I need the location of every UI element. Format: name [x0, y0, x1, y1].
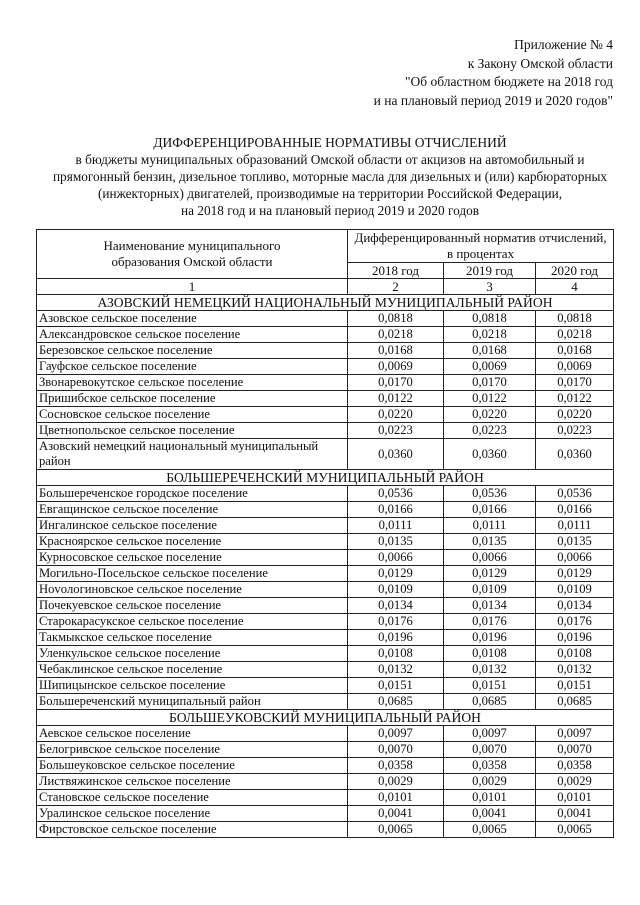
normative-value-2019: 0,0166: [444, 502, 536, 518]
normative-value-2019: 0,0196: [444, 630, 536, 646]
normative-value-2019: 0,0070: [444, 742, 536, 758]
column-number: 1: [37, 279, 348, 295]
appendix-reference: [374, 36, 613, 110]
normative-value-2018: 0,0111: [348, 518, 444, 534]
column-number: 3: [444, 279, 536, 295]
municipality-name: Ингалинское сельское поселение: [37, 518, 348, 534]
normative-value-2020: 0,0170: [536, 375, 614, 391]
normative-value-2020: 0,0101: [536, 790, 614, 806]
normative-value-2019: 0,0223: [444, 423, 536, 439]
header-year-2018: 2018 год: [348, 263, 444, 279]
municipality-name: Старокарасукское сельское поселение: [37, 614, 348, 630]
municipality-name: Большереченский муниципальный район: [37, 694, 348, 710]
normative-value-2019: 0,0170: [444, 375, 536, 391]
document-subtitle-line: на 2018 год и на плановый период 2019 и 2020 годов: [180, 203, 480, 218]
table-row: [37, 774, 614, 790]
normative-value-2018: 0,0358: [348, 758, 444, 774]
normative-value-2020: 0,0196: [536, 630, 614, 646]
table-row: [37, 678, 614, 694]
municipality-name: Гауфское сельское поселение: [37, 359, 348, 375]
normative-value-2020: 0,0166: [536, 502, 614, 518]
municipality-name: Азовский немецкий национальный муниципальный район: [37, 439, 348, 470]
table-row: [37, 598, 614, 614]
normative-value-2020: 0,0218: [536, 327, 614, 343]
normative-value-2019: 0,0360: [444, 439, 536, 470]
normative-value-2018: 0,0685: [348, 694, 444, 710]
normative-value-2020: 0,0176: [536, 614, 614, 630]
section-header-row: [37, 295, 614, 311]
municipality-name: Пришибское сельское поселение: [37, 391, 348, 407]
municipality-name: Аевское сельское поселение: [37, 726, 348, 742]
table-row: [37, 550, 614, 566]
normative-value-2019: 0,0065: [444, 822, 536, 838]
appendix-line: к Закону Омской области: [467, 55, 613, 71]
normative-value-2020: 0,0029: [536, 774, 614, 790]
normative-value-2018: 0,0151: [348, 678, 444, 694]
normative-value-2018: 0,0069: [348, 359, 444, 375]
municipality-name: Нovoлогиновское сельское поселение: [37, 582, 348, 598]
normative-value-2018: 0,0536: [348, 486, 444, 502]
normative-value-2020: 0,0066: [536, 550, 614, 566]
normative-value-2018: 0,0129: [348, 566, 444, 582]
column-number: 2: [348, 279, 444, 295]
municipality-name: Большеуковское сельское поселение: [37, 758, 348, 774]
municipality-name: Чебаклинское сельское поселение: [37, 662, 348, 678]
normative-value-2020: 0,0097: [536, 726, 614, 742]
table-row: [37, 439, 614, 470]
normative-value-2018: 0,0176: [348, 614, 444, 630]
normative-value-2020: 0,0151: [536, 678, 614, 694]
normative-value-2020: 0,0818: [536, 311, 614, 327]
normative-value-2018: 0,0135: [348, 534, 444, 550]
municipality-name: Красноярское сельское поселение: [37, 534, 348, 550]
normative-value-2019: 0,0134: [444, 598, 536, 614]
normative-value-2018: 0,0818: [348, 311, 444, 327]
municipality-name: Шипицынское сельское поселение: [37, 678, 348, 694]
municipality-name: Уленкульское сельское поселение: [37, 646, 348, 662]
section-title: БОЛЬШЕРЕЧЕНСКИЙ МУНИЦИПАЛЬНЫЙ РАЙОН: [37, 470, 614, 486]
table-row: [37, 391, 614, 407]
appendix-line: Приложение № 4: [514, 37, 613, 52]
normative-value-2020: 0,0129: [536, 566, 614, 582]
municipality-name: Сосновское сельское поселение: [37, 407, 348, 423]
municipality-name: Березовское сельское поселение: [37, 343, 348, 359]
table-row: [37, 614, 614, 630]
normative-value-2018: 0,0070: [348, 742, 444, 758]
table-row: [37, 582, 614, 598]
normative-value-2018: 0,0097: [348, 726, 444, 742]
normative-value-2019: 0,0132: [444, 662, 536, 678]
table-row: [37, 790, 614, 806]
normative-value-2019: 0,0135: [444, 534, 536, 550]
normative-value-2019: 0,0151: [444, 678, 536, 694]
normative-value-2020: 0,0358: [536, 758, 614, 774]
municipality-name: Звонаревокутское сельское поселение: [37, 375, 348, 391]
normative-value-2018: 0,0109: [348, 582, 444, 598]
municipality-name: Цветнопольское сельское поселение: [37, 423, 348, 439]
normative-value-2019: 0,0066: [444, 550, 536, 566]
table-row: [37, 502, 614, 518]
normative-value-2018: 0,0166: [348, 502, 444, 518]
municipality-name: Евгащинское сельское поселение: [37, 502, 348, 518]
municipality-name: Могильно-Посельское сельское поселение: [37, 566, 348, 582]
municipality-name: Александровское сельское поселение: [37, 327, 348, 343]
normative-value-2018: 0,0218: [348, 327, 444, 343]
table-row: [37, 726, 614, 742]
municipality-name: Фирстовское сельское поселение: [37, 822, 348, 838]
table-row: [37, 343, 614, 359]
normative-value-2018: 0,0196: [348, 630, 444, 646]
header-name-cell: Наименование муниципального образования Омской области: [37, 230, 348, 279]
normative-value-2018: 0,0360: [348, 439, 444, 470]
normative-value-2018: 0,0122: [348, 391, 444, 407]
normative-value-2018: 0,0029: [348, 774, 444, 790]
normative-value-2019: 0,0358: [444, 758, 536, 774]
normative-value-2019: 0,0111: [444, 518, 536, 534]
table-row: [37, 375, 614, 391]
table-header-row: [37, 230, 614, 263]
table-row: [37, 518, 614, 534]
normative-value-2020: 0,0220: [536, 407, 614, 423]
municipality-name: Листвяжинское сельское поселение: [37, 774, 348, 790]
table-row: [37, 407, 614, 423]
normative-value-2020: 0,0135: [536, 534, 614, 550]
municipality-name: Белогривское сельское поселение: [37, 742, 348, 758]
document-subtitle-line: в бюджеты муниципальных образований Омской области от акцизов на автомобильный и: [75, 152, 585, 167]
appendix-line: "Об областном бюджете на 2018 год: [405, 74, 613, 89]
municipality-name: Большереченское городское поселение: [37, 486, 348, 502]
normative-value-2020: 0,0685: [536, 694, 614, 710]
table-row: [37, 758, 614, 774]
normative-value-2018: 0,0223: [348, 423, 444, 439]
normative-value-2019: 0,0101: [444, 790, 536, 806]
normative-value-2018: 0,0134: [348, 598, 444, 614]
table-row: [37, 742, 614, 758]
normative-value-2018: 0,0041: [348, 806, 444, 822]
municipality-name: Азовское сельское поселение: [37, 311, 348, 327]
normative-value-2018: 0,0066: [348, 550, 444, 566]
normative-value-2019: 0,0109: [444, 582, 536, 598]
table-row: [37, 662, 614, 678]
table-row: [37, 534, 614, 550]
normative-value-2020: 0,0111: [536, 518, 614, 534]
normatives-table: [36, 229, 614, 838]
table-row: [37, 630, 614, 646]
normative-value-2019: 0,0069: [444, 359, 536, 375]
municipality-name: Уралинское сельское поселение: [37, 806, 348, 822]
document-subtitle-line: прямогонный бензин, дизельное топливо, моторные масла для дизельных и (или) карбюраторных: [52, 169, 608, 184]
table-row: [37, 486, 614, 502]
municipality-name: Курносовское сельское поселение: [37, 550, 348, 566]
column-numbers-row: [37, 279, 614, 295]
header-year-2019: 2019 год: [444, 263, 536, 279]
table-row: [37, 423, 614, 439]
section-title: БОЛЬШЕУКОВСКИЙ МУНИЦИПАЛЬНЫЙ РАЙОН: [37, 710, 614, 726]
normative-value-2020: 0,0041: [536, 806, 614, 822]
document-subtitle-line: (инжекторных) двигателей, производимые на территории Российской Федерации,: [97, 186, 563, 201]
normative-value-2020: 0,0536: [536, 486, 614, 502]
normative-value-2019: 0,0029: [444, 774, 536, 790]
normative-value-2020: 0,0132: [536, 662, 614, 678]
normative-value-2018: 0,0108: [348, 646, 444, 662]
table-row: [37, 822, 614, 838]
normative-value-2020: 0,0069: [536, 359, 614, 375]
table-row: [37, 311, 614, 327]
header-year-2020: 2020 год: [536, 263, 614, 279]
normative-value-2019: 0,0685: [444, 694, 536, 710]
section-title: АЗОВСКИЙ НЕМЕЦКИЙ НАЦИОНАЛЬНЫЙ МУНИЦИПАЛЬНЫЙ РАЙОН: [37, 295, 614, 311]
document-title-block: [20, 134, 640, 219]
municipality-name: Почекуевское сельское поселение: [37, 598, 348, 614]
table-row: [37, 646, 614, 662]
normative-value-2018: 0,0170: [348, 375, 444, 391]
normative-value-2020: 0,0109: [536, 582, 614, 598]
normative-value-2019: 0,0536: [444, 486, 536, 502]
column-number: 4: [536, 279, 614, 295]
normative-value-2020: 0,0134: [536, 598, 614, 614]
table-row: [37, 327, 614, 343]
normative-value-2019: 0,0122: [444, 391, 536, 407]
municipality-name: Такмыкское сельское поселение: [37, 630, 348, 646]
normative-value-2019: 0,0220: [444, 407, 536, 423]
normative-value-2018: 0,0101: [348, 790, 444, 806]
normative-value-2020: 0,0065: [536, 822, 614, 838]
normative-value-2020: 0,0070: [536, 742, 614, 758]
normative-value-2019: 0,0129: [444, 566, 536, 582]
appendix-line: и на плановый период 2019 и 2020 годов": [373, 92, 613, 108]
normative-value-2018: 0,0220: [348, 407, 444, 423]
normative-value-2019: 0,0041: [444, 806, 536, 822]
normative-value-2019: 0,0218: [444, 327, 536, 343]
normative-value-2020: 0,0122: [536, 391, 614, 407]
normative-value-2019: 0,0176: [444, 614, 536, 630]
normative-value-2019: 0,0168: [444, 343, 536, 359]
table-row: [37, 806, 614, 822]
table-row: [37, 359, 614, 375]
normative-value-2020: 0,0223: [536, 423, 614, 439]
section-header-row: [37, 710, 614, 726]
normative-value-2020: 0,0168: [536, 343, 614, 359]
normative-value-2018: 0,0168: [348, 343, 444, 359]
document-title: ДИФФЕРЕНЦИРОВАННЫЕ НОРМАТИВЫ ОТЧИСЛЕНИЙ: [153, 135, 507, 150]
header-normative-cell: Дифференцированный норматив отчислений, в процентах: [348, 230, 614, 263]
normative-value-2019: 0,0097: [444, 726, 536, 742]
normative-value-2019: 0,0818: [444, 311, 536, 327]
table-row: [37, 566, 614, 582]
table-row: [37, 694, 614, 710]
normative-value-2020: 0,0108: [536, 646, 614, 662]
normative-value-2018: 0,0065: [348, 822, 444, 838]
section-header-row: [37, 470, 614, 486]
normative-value-2020: 0,0360: [536, 439, 614, 470]
normative-value-2019: 0,0108: [444, 646, 536, 662]
municipality-name: Становское сельское поселение: [37, 790, 348, 806]
normative-value-2018: 0,0132: [348, 662, 444, 678]
